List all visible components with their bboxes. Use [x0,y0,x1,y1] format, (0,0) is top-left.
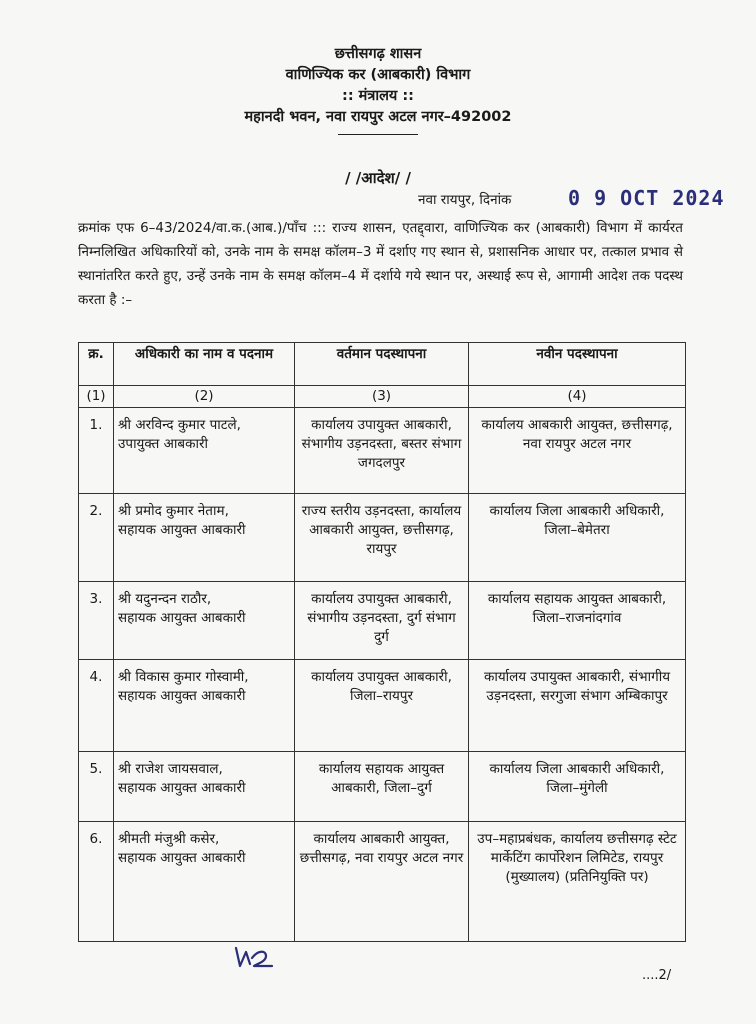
row-current-posting: कार्यालय उपायुक्त आबकारी, जिला–रायपुर [295,660,469,752]
address-line: महानदी भवन, नवा रायपुर अटल नगर–492002 [244,109,512,125]
officer-designation: उपायुक्त आबकारी [118,436,209,452]
row-sno: 3. [79,582,114,660]
officer-name: श्री अरविन्द कुमार पाटले, [118,417,241,433]
col-num-3: (3) [295,386,469,408]
officer-name: श्री विकास कुमार गोस्वामी, [118,669,249,685]
order-title: / /आदेश/ / [345,169,411,187]
officer-designation: सहायक आयुक्त आबकारी [118,610,246,626]
table-row [79,408,686,494]
table-header-row [79,343,686,386]
column-number-row [79,386,686,408]
header-new: नवीन पदस्थापना [469,343,686,386]
row-officer [114,494,295,582]
officer-name: श्री यदुनन्दन राठौर, [118,591,212,607]
officer-designation: सहायक आयुक्त आबकारी [118,522,246,538]
officer-designation: सहायक आयुक्त आबकारी [118,850,246,866]
govt-name: छत्तीसगढ़ शासन [334,46,422,62]
row-sno: 1. [79,408,114,494]
department-name: वाणिज्यिक कर (आबकारी) विभाग [285,67,471,83]
ministry-label: :: मंत्रालय :: [342,88,414,104]
header-current: वर्तमान पदस्थापना [295,343,469,386]
row-sno: 5. [79,752,114,822]
row-officer [114,752,295,822]
officer-name: श्री राजेश जायसवाल, [118,761,223,777]
row-current-posting: कार्यालय उपायुक्त आबकारी, संभागीय उड़नदस्ता, दुर्ग संभाग दुर्ग [295,582,469,660]
row-officer [114,582,295,660]
row-new-posting: कार्यालय आबकारी आयुक्त, छत्तीसगढ़, नवा रायपुर अटल नगर [469,408,686,494]
row-current-posting: राज्य स्तरीय उड़नदस्ता, कार्यालय आबकारी आयुक्त, छत्तीसगढ़, रायपुर [295,494,469,582]
signature-mark [232,940,276,974]
transfer-table [78,342,686,942]
row-current-posting: कार्यालय आबकारी आयुक्त, छत्तीसगढ़, नवा रायपुर अटल नगर [295,822,469,942]
col-num-1: (1) [79,386,114,408]
table-row [79,822,686,942]
officer-name: श्री प्रमोद कुमार नेताम, [118,503,229,519]
row-new-posting: कार्यालय जिला आबकारी अधिकारी, जिला–बेमेतरा [469,494,686,582]
officer-name: श्रीमती मंजुश्री कसेर, [118,831,220,847]
table-row [79,582,686,660]
row-officer [114,408,295,494]
row-new-posting: उप–महाप्रबंधक, कार्यालय छत्तीसगढ़ स्टेट मार्केटिंग कार्पोरेशन लिमिटेड, रायपुर (मुख्यालय) (प्रतिनियुक्ति पर) [469,822,686,942]
col-num-2: (2) [114,386,295,408]
row-sno: 6. [79,822,114,942]
header-name: अधिकारी का नाम व पदनाम [114,343,295,386]
table-row [79,494,686,582]
officer-designation: सहायक आयुक्त आबकारी [118,688,246,704]
col-num-4: (4) [469,386,686,408]
row-new-posting: कार्यालय उपायुक्त आबकारी, संभागीय उड़नदस्ता, सरगुजा संभाग अम्बिकापुर [469,660,686,752]
document-header [0,44,756,135]
row-new-posting: कार्यालय जिला आबकारी अधिकारी, जिला–मुंगेली [469,752,686,822]
row-current-posting: कार्यालय उपायुक्त आबकारी, संभागीय उड़नदस्ता, बस्तर संभाग जगदलपुर [295,408,469,494]
page-number: ....2/ [642,968,672,983]
row-officer [114,660,295,752]
row-officer [114,822,295,942]
date-label: नवा रायपुर, दिनांक [418,192,512,208]
header-divider [338,134,418,135]
date-stamp: 0 9 OCT 2024 [568,186,725,210]
row-current-posting: कार्यालय सहायक आयुक्त आबकारी, जिला–दुर्ग [295,752,469,822]
officer-designation: सहायक आयुक्त आबकारी [118,780,246,796]
table-row [79,660,686,752]
header-sno: क्र. [79,343,114,386]
row-sno: 2. [79,494,114,582]
row-sno: 4. [79,660,114,752]
order-paragraph: क्रमांक एफ 6–43/2024/वा.क.(आब.)/पाँच ::: राज्य शासन, एतद्द्वारा, वाणिज्यिक कर (आबकारी) विभाग में कार्यरत निम्नलिखित अधिकारियों को, उनके नाम के समक्ष कॉलम–3 में दर्शाए गए स्थान से, प्रशासनिक आधार पर, तत्काल प्रभाव से स्थानांतरित करते हुए, उन्हें उनके नाम के समक्ष कॉलम–4 में दर्शाये गये स्थान पर, अस्थाई रूप से, आगामी आदेश तक पदस्थ करता है :– [78,220,683,308]
row-new-posting: कार्यालय सहायक आयुक्त आबकारी, जिला–राजनांदगांव [469,582,686,660]
table-row [79,752,686,822]
